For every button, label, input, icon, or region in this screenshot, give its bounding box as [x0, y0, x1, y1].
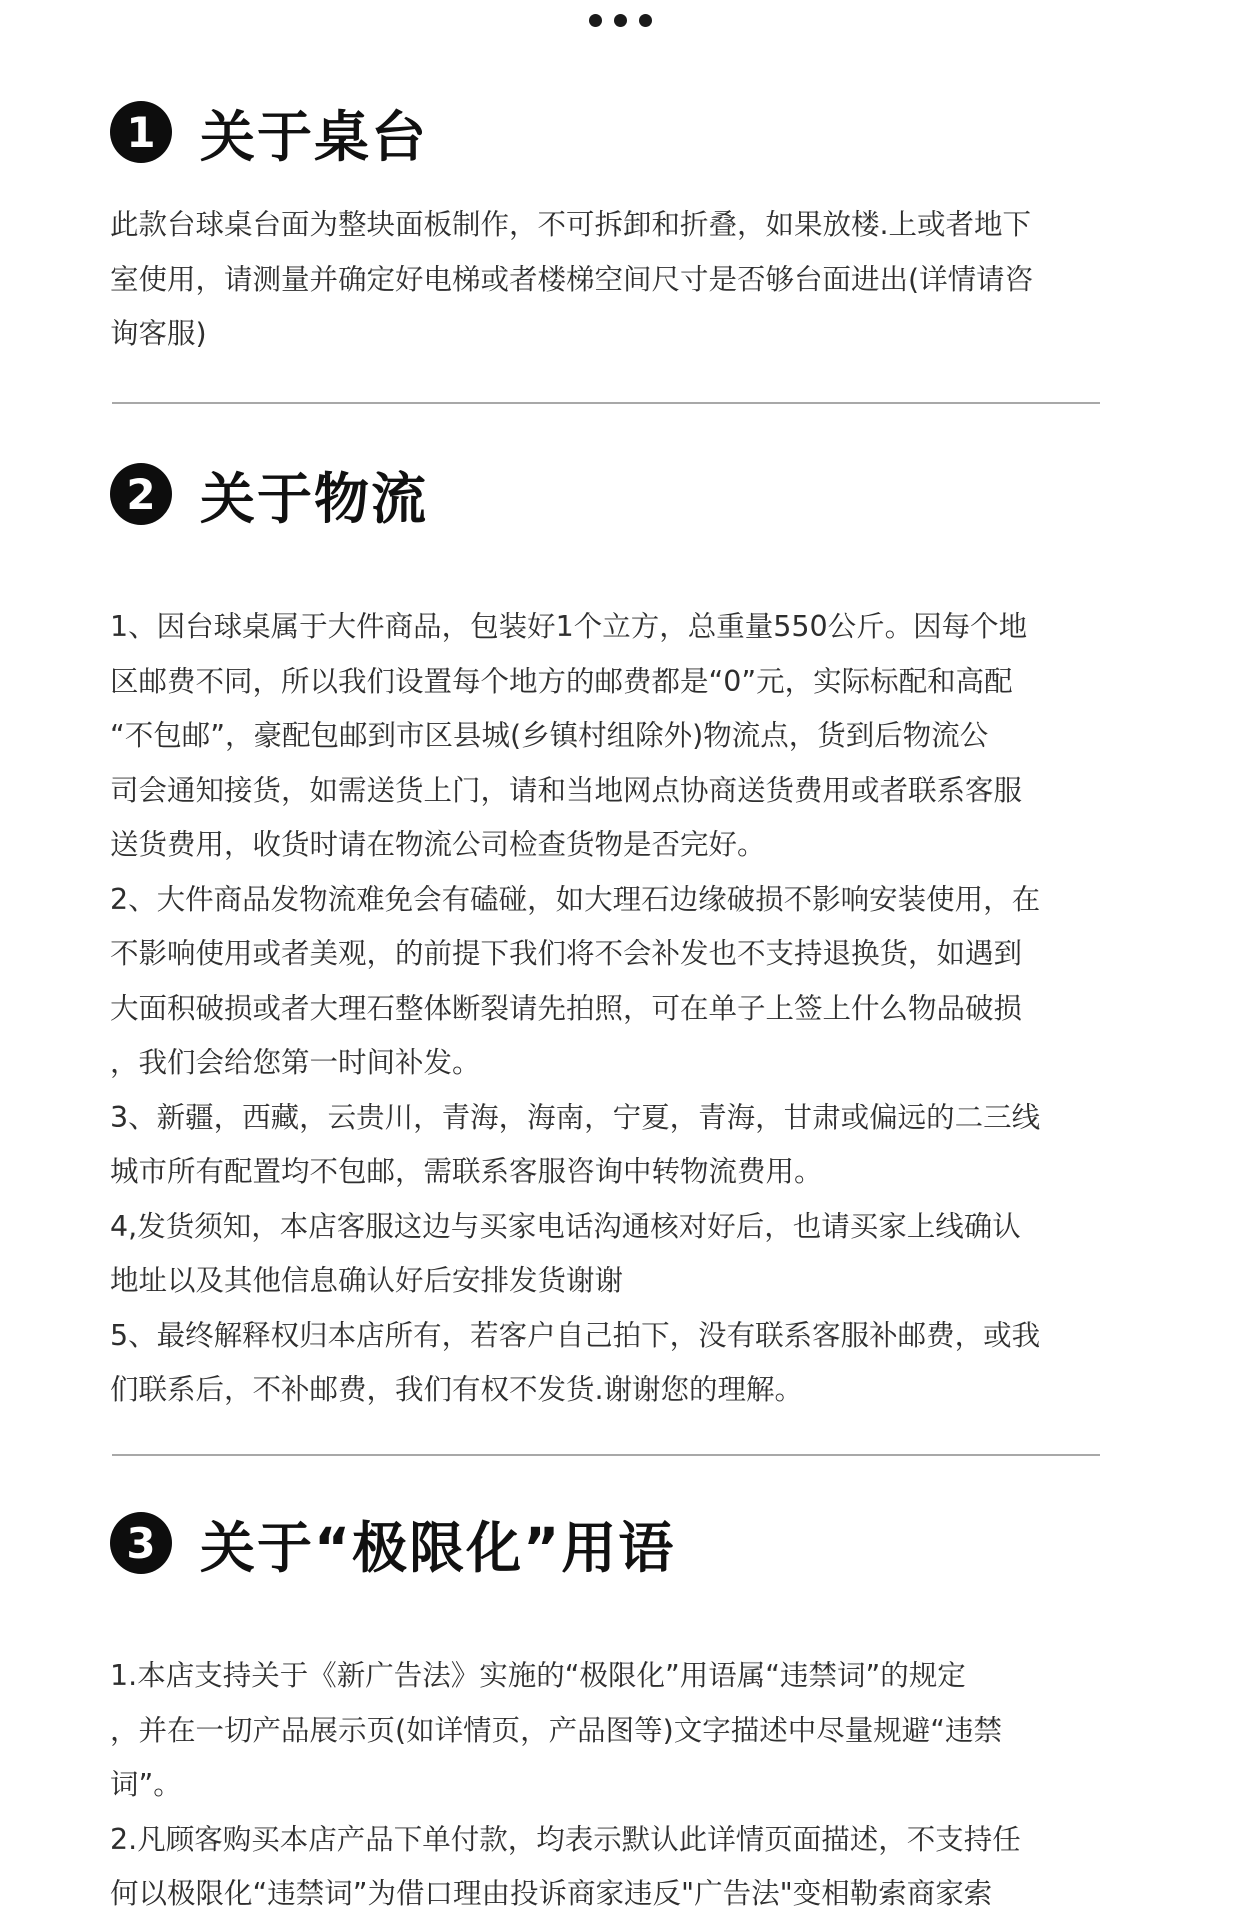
text-line: 们联系后，不补邮费，我们有权不发货.谢谢您的理解。 — [110, 1373, 804, 1406]
section-body — [110, 1649, 1120, 1922]
text-line: 室使用，请测量并确定好电梯或者楼梯空间尺寸是否够台面进出(详情请咨 — [110, 262, 1034, 296]
text-line: 司会通知接货，如需送货上门，请和当地网点协商送货费用或者联系客服 — [110, 773, 1023, 807]
text-line: 1、因台球桌属于大件商品，包装好1个立方，总重量550公斤。因每个地 — [110, 610, 1028, 643]
section-title: 关于桌台 — [200, 104, 429, 169]
text-line: 地址以及其他信息确认好后安排发货谢谢 — [110, 1264, 624, 1297]
text-line: 1.本店支持关于《新广告法》实施的“极限化”用语属“违禁词”的规定 — [110, 1659, 966, 1692]
divider — [112, 402, 1100, 404]
section-heading — [110, 92, 1120, 172]
text-line: 此款台球桌台面为整块面板制作，不可拆卸和折叠，如果放楼.上或者地下 — [110, 208, 1032, 241]
section-body — [110, 198, 1120, 362]
text-line: ，并在一切产品展示页(如详情页，产品图等)文字描述中尽量规避“违禁 — [110, 1713, 1003, 1747]
number-badge-icon: 1 — [110, 101, 172, 163]
text-line: 询客服) — [110, 317, 207, 350]
text-line: 城市所有配置均不包邮，需联系客服咨询中转物流费用。 — [110, 1155, 823, 1188]
text-line: 送货费用，收货时请在物流公司检查货物是否完好。 — [110, 828, 766, 861]
section-logistics — [110, 454, 1120, 1418]
text-line: “不包邮”，豪配包邮到市区县城(乡镇村组除外)物流点，货到后物流公 — [110, 719, 989, 752]
section-heading — [110, 1503, 1120, 1583]
text-line: 何以极限化“违禁词”为借口理由投诉商家违反"广告法"变相勒索商家索 — [110, 1877, 993, 1910]
divider — [112, 1454, 1100, 1456]
more-dots-icon — [0, 14, 1240, 27]
section-title: 关于物流 — [200, 466, 429, 531]
text-line: 5、最终解释权归本店所有，若客户自己拍下，没有联系客服补邮费，或我 — [110, 1318, 1041, 1352]
text-line: 2.凡顾客购买本店产品下单付款，均表示默认此详情页面描述，不支持任 — [110, 1822, 1021, 1856]
section-terms — [110, 1503, 1120, 1922]
section-table — [110, 92, 1120, 362]
section-body — [110, 600, 1120, 1418]
text-line: 3、新疆，西藏，云贵川，青海，海南，宁夏，青海，甘肃或偏远的二三线 — [110, 1100, 1041, 1134]
text-line: 2、大件商品发物流难免会有磕碰，如大理石边缘破损不影响安装使用，在 — [110, 882, 1041, 916]
section-heading — [110, 454, 1120, 534]
text-line: ，我们会给您第一时间补发。 — [110, 1046, 481, 1079]
number-badge-icon: 3 — [110, 1512, 172, 1574]
text-line: 大面积破损或者大理石整体断裂请先拍照，可在单子上签上什么物品破损 — [110, 991, 1023, 1025]
number-badge-icon: 2 — [110, 463, 172, 525]
section-title: 关于“极限化”用语 — [200, 1515, 676, 1580]
text-line: 4,发货须知，本店客服这边与买家电话沟通核对好后，也请买家上线确认 — [110, 1209, 1021, 1243]
text-line: 不影响使用或者美观，的前提下我们将不会补发也不支持退换货，如遇到 — [110, 937, 1023, 970]
text-line: 词”。 — [110, 1768, 182, 1801]
text-line: 区邮费不同，所以我们设置每个地方的邮费都是“0”元，实际标配和高配 — [110, 664, 1013, 698]
